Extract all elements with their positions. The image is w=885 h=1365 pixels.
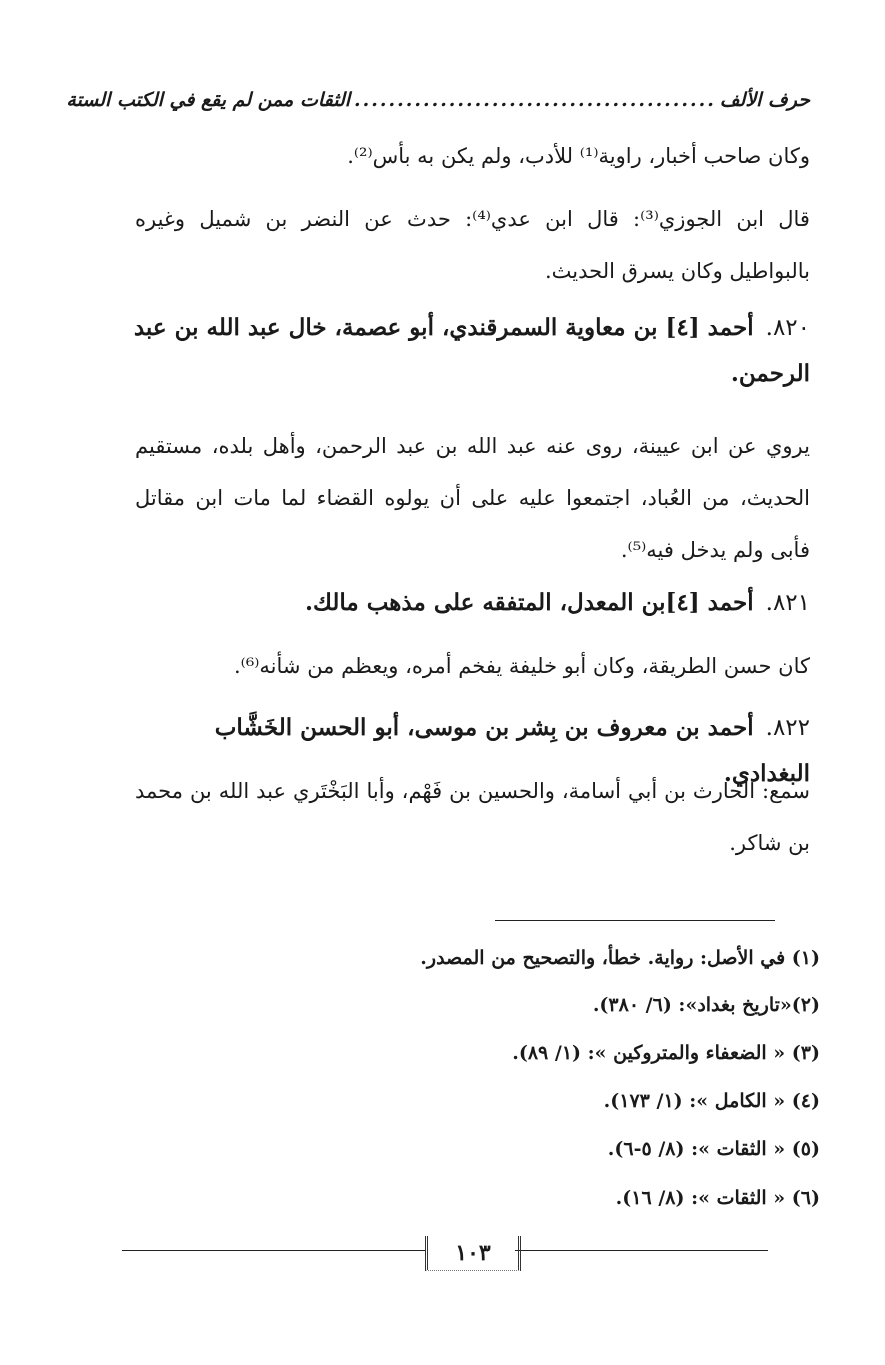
footnote-6: (٦) « الثقات »: (٨/ ١٦). [615,1187,820,1209]
entry-heading: أحمد بن معروف بن بِشر بن موسى، أبو الحسن الخَشَّاب البغدادي. [214,714,810,787]
footer-rule-right [515,1250,768,1251]
footnote-1: (١) في الأصل: رواية. خطأ، والتصحيح من المصدر. [420,947,820,969]
entry-heading: أحمد [٤]بن المعدل، المتفقه على مذهب مالك. [304,589,754,616]
paragraph-2: قال ابن الجوزي⁽³⁾: قال ابن عدي⁽⁴⁾: حدث عن النضر بن شميل وغيره بالبواطيل وكان يسرق الحديث. [135,207,810,283]
running-header [66,82,810,118]
footnote-separator [495,920,775,921]
footer-rule-left [122,1250,425,1251]
page-number: ١٠٣ [425,1236,521,1271]
paragraph-5: سمع: الحارث بن أبي أسامة، والحسين بن فَهْم، وأبا البَخْتَري عبد الله بن محمد بن شاكر. [135,779,810,855]
entry-820 [130,305,810,397]
entry-821 [130,580,810,626]
paragraph-3: يروي عن ابن عيينة، روى عنه عبد الله بن عبد الرحمن، وأهل بلده، مستقيم الحديث، من العُباد، اجتمعوا عليه على أن يولوه القضاء لما مات ابن مقاتل فأبى ولم يدخل فيه⁽⁵⁾. [135,434,810,562]
chapter-title: حرف الألف [719,89,810,111]
paragraph-1: وكان صاحب أخبار، راوية⁽¹⁾ للأدب، ولم يكن به بأس⁽²⁾. [347,144,810,168]
entry-number: ٨٢٢. [765,715,810,741]
entry-number: ٨٢١. [765,590,810,616]
header-dots: .......................................... [354,89,716,111]
entry-number: ٨٢٠. [765,315,810,341]
book-title: الثقات ممن لم يقع في الكتب الستة [66,89,351,111]
footnote-3: (٣) « الضعفاء والمتروكين »: (١/ ٨٩). [512,1042,820,1064]
footnote-5: (٥) « الثقات »: (٨/ ٥-٦). [607,1138,820,1160]
footnote-4: (٤) « الكامل »: (١/ ١٧٣). [603,1090,820,1112]
footnote-2: (٢)«تاريخ بغداد»: (٦/ ٣٨٠). [592,994,820,1016]
paragraph-4: كان حسن الطريقة، وكان أبو خليفة يفخم أمره، ويعظم من شأنه⁽⁶⁾. [234,654,810,678]
entry-heading: أحمد [٤] بن معاوية السمرقندي، أبو عصمة، خال عبد الله بن عبد الرحمن. [133,314,810,387]
